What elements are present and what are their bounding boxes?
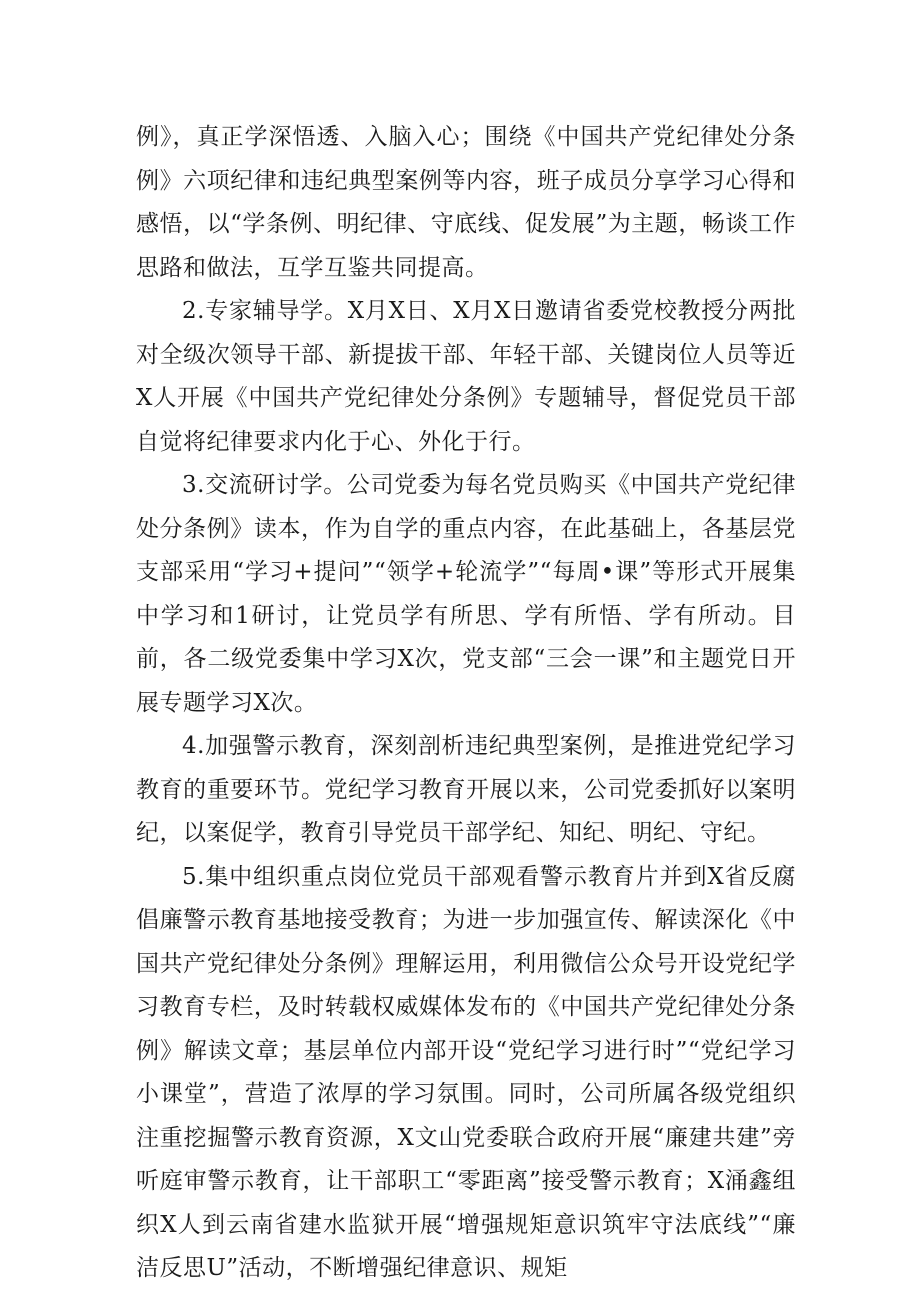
paragraph-continued: 例》，真正学深悟透、入脑入心；围绕《中国共产党纪律处分条例》六项纪律和违纪典型案例等内容，班子成员分享学习心得和感悟，以“学条例、明纪律、守底线、促发展”为主题，畅谈工作思路和做法，互学互鉴共同提高。 <box>136 124 796 281</box>
paragraph-2-expert-tutoring: 2.专家辅导学。X月X日、X月X日邀请省委党校教授分两批对全级次领导干部、新提拔干部、年轻干部、关键岗位人员等近X人开展《中国共产党纪律处分条例》专题辅导，督促党员干部自觉将纪律要求内化于心、外化于行。 <box>136 298 796 455</box>
paragraph-4-warning-education: 4.加强警示教育，深刻剖析违纪典型案例，是推进党纪学习教育的重要环节。党纪学习教育开展以来，公司党委抓好以案明纪，以案促学，教育引导党员干部学纪、知纪、明纪、守纪。 <box>136 733 796 846</box>
document-body <box>136 116 796 1291</box>
paragraph-5-key-post-cadres: 5.集中组织重点岗位党员干部观看警示教育片并到X省反腐倡廉警示教育基地接受教育；为进一步加强宣传、解读深化《中国共产党纪律处分条例》理解运用，利用微信公众号开设党纪学习教育专栏，及时转载权威媒体发布的《中国共产党纪律处分条例》解读文章；基层单位内部开设“党纪学习进行时”“党纪学习小课堂”，营造了浓厚的学习氛围。同时，公司所属各级党组织注重挖掘警示教育资源，X文山党委联合政府开展“廉建共建”旁听庭审警示教育，让干部职工“零距离”接受警示教育；X涌鑫组织X人到云南省建水监狱开展“增强规矩意识筑牢守法底线”“廉洁反思U”活动，不断增强纪律意识、规矩 <box>136 863 796 1281</box>
paragraph-3-exchange-discussion: 3.交流研讨学。公司党委为每名党员购买《中国共产党纪律处分条例》读本，作为自学的重点内容，在此基础上，各基层党支部采用“学习+提问”“领学+轮流学”“每周•课”等形式开展集中学习和1研讨，让党员学有所思、学有所悟、学有所动。目前，各二级党委集中学习X次，党支部“三会一课”和主题党日开展专题学习X次。 <box>136 472 796 716</box>
